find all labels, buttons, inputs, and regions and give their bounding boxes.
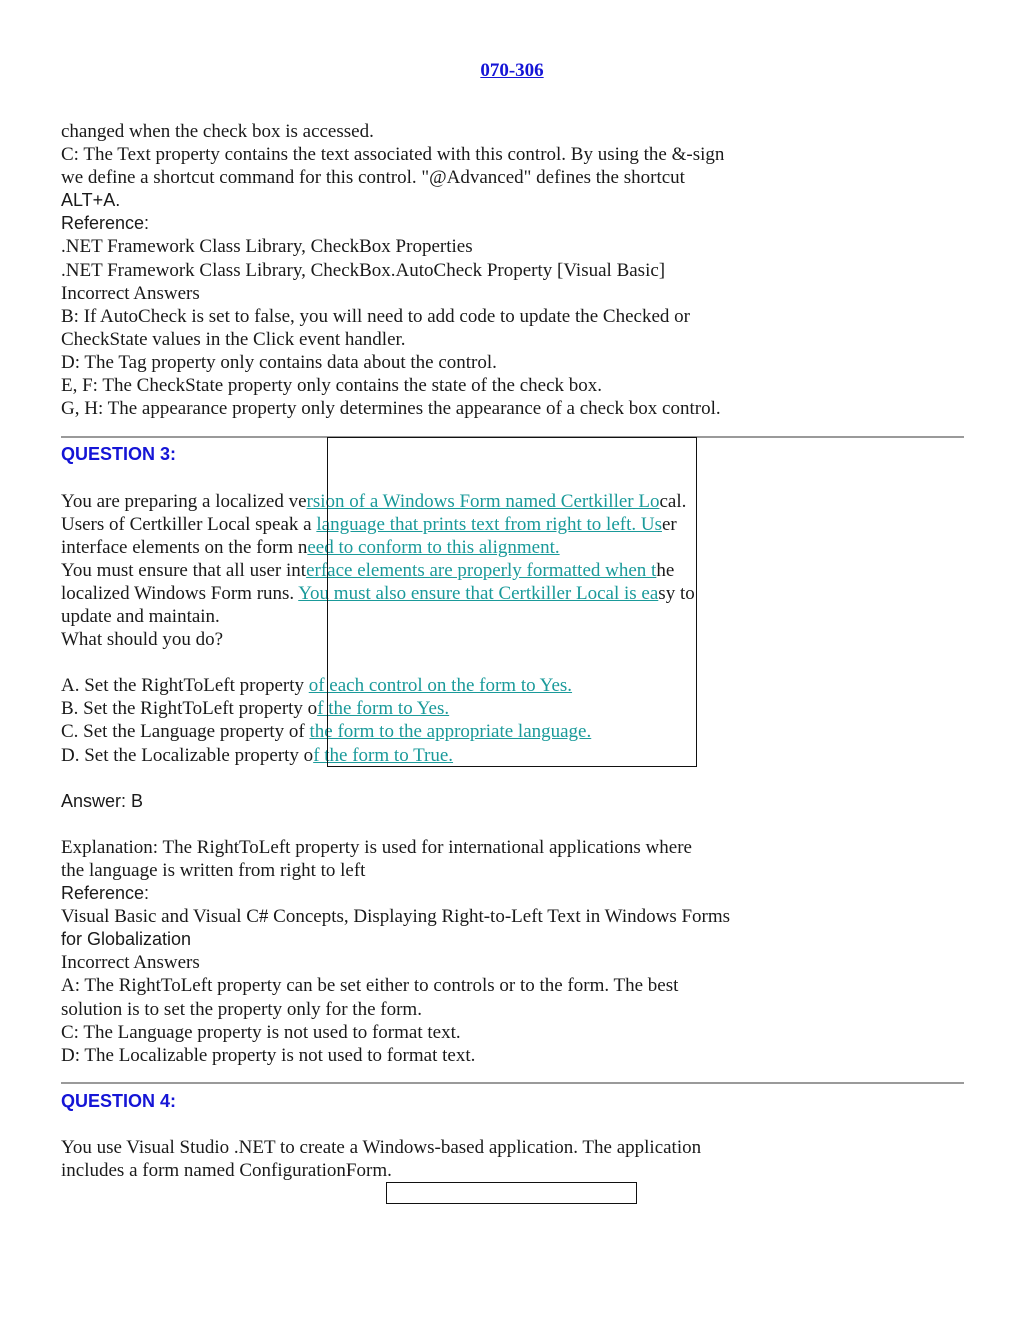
section-divider: [61, 1082, 964, 1084]
question-body-line: Users of Certkiller Local speak a language that prints text from right to left. User: [61, 513, 677, 535]
question-body-line: interface elements on the form need to conform to this alignment.: [61, 536, 560, 558]
question-3-heading: QUESTION 3:: [61, 444, 177, 465]
blank-input-box: [386, 1182, 637, 1204]
text-link[interactable]: rsion of a Windows Form named Certkiller Lo: [306, 490, 660, 512]
document-code-link[interactable]: 070-306: [480, 60, 544, 81]
explanation-line: Visual Basic and Visual C# Concepts, Displaying Right-to-Left Text in Windows Forms: [61, 906, 731, 928]
reference-label: Reference:: [61, 883, 150, 904]
text-line: changed when the check box is accessed.: [61, 121, 374, 142]
question-body-line: includes a form named ConfigurationForm.: [61, 1160, 392, 1182]
question-4-heading: QUESTION 4:: [61, 1090, 177, 1111]
text-line: D: The Tag property only contains data about the control.: [61, 351, 497, 373]
explanation-line: C: The Language property is not used to format text.: [61, 1021, 461, 1043]
answer-option-a: A. Set the RightToLeft property of each control on the form to Yes.: [61, 675, 573, 697]
section-divider: [61, 436, 964, 438]
text-link[interactable]: You must also ensure that Certkiller Local is ea: [298, 582, 659, 604]
text-link[interactable]: of each control on the form to Yes.: [308, 675, 573, 697]
explanation-line: D: The Localizable property is not used to format text.: [61, 1044, 476, 1066]
text-line: .NET Framework Class Library, CheckBox.AutoCheck Property [Visual Basic]: [61, 259, 666, 281]
text-link[interactable]: f the form to True.: [313, 744, 454, 766]
text-link[interactable]: eed to conform to this alignment.: [307, 536, 560, 558]
explanation-line: A: The RightToLeft property can be set either to controls or to the form. The best: [61, 975, 679, 997]
text-line: E, F: The CheckState property only contains the state of the check box.: [61, 375, 603, 397]
text-line: we define a shortcut command for this control. "@Advanced" defines the shortcut: [61, 167, 685, 189]
reference-label: Reference:: [61, 213, 150, 234]
text-line: CheckState values in the Click event handler.: [61, 328, 406, 350]
text-line: G, H: The appearance property only determines the appearance of a check box control.: [61, 398, 721, 420]
answer-option-c: C. Set the Language property of the form to the appropriate language.: [61, 721, 592, 743]
question-body-line: localized Windows Form runs. You must also ensure that Certkiller Local is easy to: [61, 582, 695, 604]
text-link[interactable]: language that prints text from right to left. Us: [316, 513, 662, 535]
question-body-line: You use Visual Studio .NET to create a Windows-based application. The application: [61, 1137, 702, 1159]
text-link[interactable]: f the form to Yes.: [317, 698, 450, 720]
text-line: .NET Framework Class Library, CheckBox Properties: [61, 236, 473, 258]
explanation-line: solution is to set the property only for the form.: [61, 998, 422, 1020]
text-line: C: The Text property contains the text associated with this control. By using the &-sign: [61, 144, 725, 166]
answer-option-b: B. Set the RightToLeft property of the form to Yes.: [61, 698, 450, 720]
text-link[interactable]: the form to the appropriate language.: [309, 721, 592, 743]
page-content: [61, 120, 961, 1182]
question-body-line: You must ensure that all user interface elements are properly formatted when the: [61, 559, 675, 581]
question-body-line: You are preparing a localized version of a Windows Form named Certkiller Local.: [61, 490, 687, 512]
question-prompt: What should you do?: [61, 629, 224, 651]
text-line: Incorrect Answers: [61, 282, 200, 304]
explanation-line: Incorrect Answers: [61, 952, 200, 974]
question-body-line: update and maintain.: [61, 605, 220, 627]
answer-option-d: D. Set the Localizable property of the form to True.: [61, 744, 454, 766]
text-link[interactable]: erface elements are properly formatted when t: [306, 559, 657, 581]
explanation-line: for Globalization: [61, 929, 192, 950]
text-line: B: If AutoCheck is set to false, you will need to add code to update the Checked or: [61, 305, 690, 327]
explanation-line: Explanation: The RightToLeft property is used for international applications where: [61, 836, 692, 858]
explanation-line: the language is written from right to left: [61, 860, 366, 881]
text-line: ALT+A.: [61, 190, 121, 211]
answer-line: Answer: B: [61, 790, 144, 811]
